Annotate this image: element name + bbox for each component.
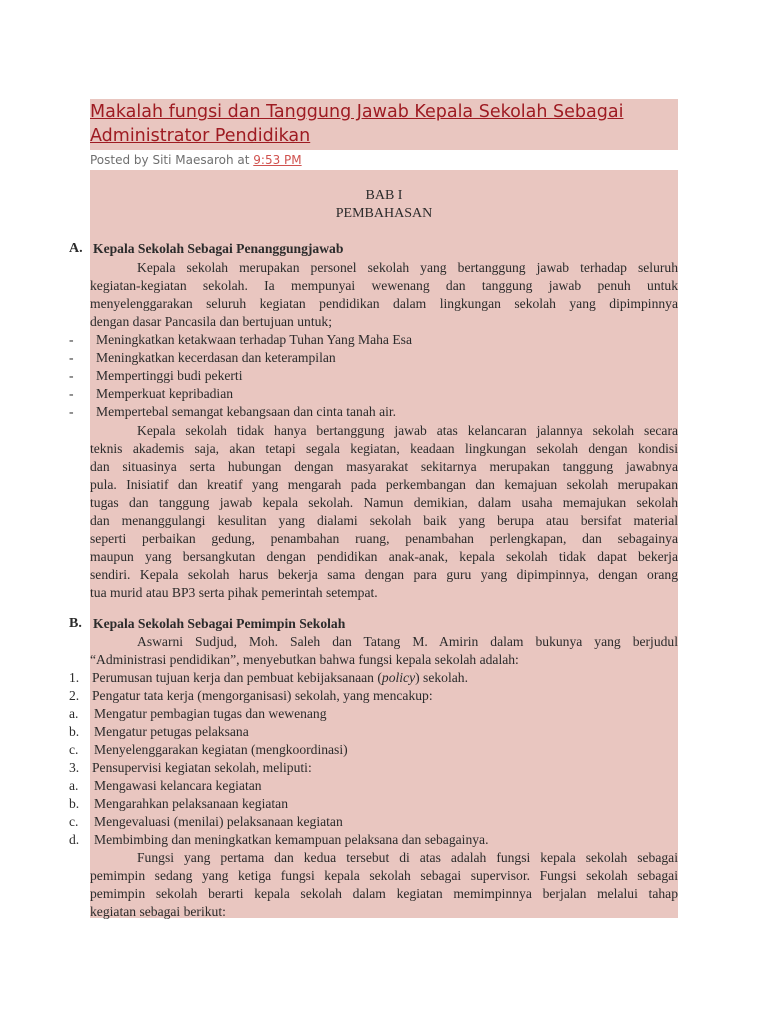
byline-author: Posted by Siti Maesaroh at xyxy=(90,153,254,167)
paragraph-line: seperti perbaikan gedung, penambahan ruang, penambahan perlengkapan, dan sebagainya xyxy=(90,531,678,546)
sub-list-item: Mengawasi kelancara kegiatan xyxy=(94,778,262,793)
sub-list-item: Membimbing dan meningkatkan kemampuan pelaksana dan sebagainya. xyxy=(94,832,489,847)
paragraph-line: menyelenggarakan seluruh kegiatan pendidikan dalam lingkungan sekolah yang dipimpinnya xyxy=(90,296,678,311)
paragraph-line: “Administrasi pendidikan”, menyebutkan bahwa fungsi kepala sekolah adalah: xyxy=(90,652,519,667)
paragraph-line: pula. Inisiatif dan kreatif yang mengarah pada perkembangan dan kemajuan sekolah merupakan xyxy=(90,477,678,492)
sub-list-letter: c. xyxy=(69,814,79,829)
bullet-dash: - xyxy=(69,332,74,347)
chapter-title: PEMBAHASAN xyxy=(335,206,433,221)
list-number: 1. xyxy=(69,670,80,685)
list-item: Memperkuat kepribadian xyxy=(96,386,234,401)
paragraph-line: Kepala sekolah tidak hanya bertanggung jawab atas kelancaran jalannya sekolah secara xyxy=(137,423,678,438)
paragraph-line: dan menanggulangi kesulitan yang dialami sekolah baik yang berupa atau bersifat material xyxy=(90,513,678,528)
paragraph-line: Fungsi yang pertama dan kedua tersebut di atas adalah fungsi kepala sekolah sebagai xyxy=(137,850,678,865)
section-a-heading: Kepala Sekolah Sebagai Penanggungjawab xyxy=(93,241,344,256)
section-b-letter: B. xyxy=(69,616,82,631)
sub-list-item: Mengatur petugas pelaksana xyxy=(94,724,249,739)
list-item: Mempertebal semangat kebangsaan dan cinta tanah air. xyxy=(96,404,397,419)
sub-list-letter: a. xyxy=(69,706,79,721)
section-b-heading: Kepala Sekolah Sebagai Pemimpin Sekolah xyxy=(93,616,346,631)
sub-list-letter: b. xyxy=(69,796,80,811)
post-title[interactable]: Makalah fungsi dan Tanggung Jawab Kepala Sekolah Sebagai Administrator Pendidikan xyxy=(90,102,624,146)
bullet-dash: - xyxy=(69,350,74,365)
paragraph-line: dan situasinya serta hubungan dengan masyarakat sekitarnya merupakan tanggung jawabnya xyxy=(90,459,678,474)
paragraph-line: pemimpin sedang yang ketiga fungsi kepala sekolah sebagai supervisor. Fungsi sekolah sebagai xyxy=(90,868,678,883)
list-item: Meningkatkan kecerdasan dan keterampilan xyxy=(96,350,336,365)
sub-list-item: Mengarahkan pelaksanaan kegiatan xyxy=(94,796,288,811)
list-item: Meningkatkan ketakwaan terhadap Tuhan Yang Maha Esa xyxy=(96,332,412,347)
paragraph-line: tua murid atau BP3 serta pihak pemerintah setempat. xyxy=(90,585,378,600)
sub-list-item: Menyelenggarakan kegiatan (mengkoordinasi) xyxy=(94,742,348,757)
chapter-number: BAB I xyxy=(365,188,403,203)
list-number: 2. xyxy=(69,688,80,703)
post-time-link[interactable]: 9:53 PM xyxy=(253,153,302,167)
paragraph-line: teknis akademis saja, akan tetapi segala kegiatan, keadaan lingkungan sekolah dengan kondisi xyxy=(90,441,678,456)
list-item: Mempertinggi budi pekerti xyxy=(96,368,243,383)
bullet-dash: - xyxy=(69,404,74,419)
sub-list-letter: c. xyxy=(69,742,79,757)
paragraph-line: dengan dasar Pancasila dan bertujuan untuk; xyxy=(90,314,332,329)
paragraph-line: kegiatan-kegiatan sekolah. Ia mempunyai wewenang dan tanggung jawab penuh untuk xyxy=(90,278,678,293)
bullet-dash: - xyxy=(69,386,74,401)
section-a-letter: A. xyxy=(69,241,83,256)
sub-list-item: Mengevaluasi (menilai) pelaksanaan kegiatan xyxy=(94,814,343,829)
paragraph-line: maupun yang bersangkutan dengan pendidikan anak-anak, kepala sekolah tidak dapat bekerja xyxy=(90,549,678,564)
paragraph-line: sendiri. Kepala sekolah harus bekerja sama dengan para guru yang dipimpinnya, dengan orang xyxy=(90,567,678,582)
paragraph-line: pemimpin sekolah berarti kepala sekolah dalam kegiatan memimpinnya berjalan melalui tahap xyxy=(90,886,678,901)
sub-list-letter: b. xyxy=(69,724,80,739)
bullet-dash: - xyxy=(69,368,74,383)
list-item: Pensupervisi kegiatan sekolah, meliputi: xyxy=(92,760,312,775)
post-title-box xyxy=(90,99,678,150)
list-item: Pengatur tata kerja (mengorganisasi) sekolah, yang mencakup: xyxy=(92,688,433,703)
sub-list-letter: a. xyxy=(69,778,79,793)
paragraph-line: tugas dan tanggung jawab kepala sekolah. Namun demikian, dalam usaha memajukan sekolah xyxy=(90,495,678,510)
chapter-heading xyxy=(90,187,678,223)
list-item: Perumusan tujuan kerja dan pembuat kebijaksanaan (policy) sekolah. xyxy=(92,670,468,685)
post-byline xyxy=(90,153,302,167)
paragraph-line: Aswarni Sudjud, Moh. Saleh dan Tatang M. Amirin dalam bukunya yang berjudul xyxy=(137,634,678,649)
sub-list-letter: d. xyxy=(69,832,80,847)
paragraph-line: kegiatan sebagai berikut: xyxy=(90,904,226,919)
list-number: 3. xyxy=(69,760,80,775)
sub-list-item: Mengatur pembagian tugas dan wewenang xyxy=(94,706,327,721)
paragraph-line: Kepala sekolah merupakan personel sekolah yang bertanggung jawab terhadap seluruh xyxy=(137,260,678,275)
